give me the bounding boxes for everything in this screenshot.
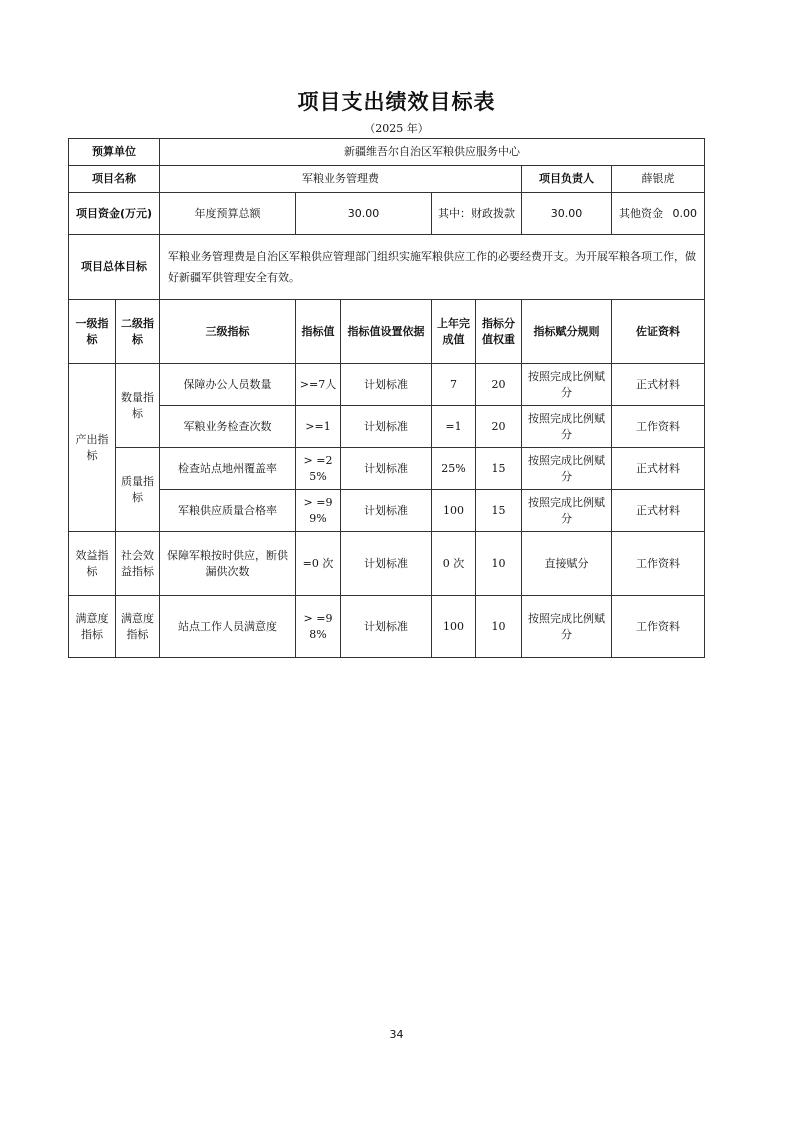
- budget-unit-value: 新疆维吾尔自治区军粮供应服务中心: [160, 139, 705, 166]
- level1-benefit: 效益指标: [69, 532, 116, 596]
- rule-cell: 直接赋分: [522, 532, 612, 596]
- table-row: [69, 406, 705, 448]
- value-cell: =0 次: [296, 532, 341, 596]
- header-level2: 二级指标: [116, 300, 160, 364]
- header-level3: 三级指标: [160, 300, 296, 364]
- rule-cell: 按照完成比例赋分: [522, 490, 612, 532]
- last-year-cell: 100: [432, 490, 476, 532]
- project-name-row: [69, 166, 705, 193]
- level2-quantity: 数量指标: [116, 364, 160, 448]
- annual-budget-value: 30.00: [296, 193, 432, 235]
- basis-cell: 计划标准: [341, 406, 432, 448]
- evidence-cell: 正式材料: [612, 490, 705, 532]
- budget-unit-row: [69, 139, 705, 166]
- rule-cell: 按照完成比例赋分: [522, 448, 612, 490]
- header-evidence: 佐证资料: [612, 300, 705, 364]
- year-label: （2025 年）: [364, 122, 429, 135]
- other-funds-label: 其他资金: [619, 206, 663, 220]
- rule-cell: 按照完成比例赋分: [522, 596, 612, 658]
- page-title: 项目支出绩效目标表: [297, 90, 496, 114]
- fiscal-value: 30.00: [522, 193, 612, 235]
- last-year-cell: 0 次: [432, 532, 476, 596]
- page-number: 34: [389, 1028, 404, 1041]
- table-row: [69, 490, 705, 532]
- table-row: [69, 596, 705, 658]
- indicator-cell: 保障办公人员数量: [160, 364, 296, 406]
- header-level1: 一级指标: [69, 300, 116, 364]
- table-row: [69, 448, 705, 490]
- weight-cell: 10: [476, 596, 522, 658]
- indicator-cell: 保障军粮按时供应，断供漏供次数: [160, 532, 296, 596]
- last-year-cell: 25%: [432, 448, 476, 490]
- last-year-cell: 100: [432, 596, 476, 658]
- indicator-cell: 军粮业务检查次数: [160, 406, 296, 448]
- evidence-cell: 工作资料: [612, 532, 705, 596]
- indicator-cell: 站点工作人员满意度: [160, 596, 296, 658]
- indicator-cell: 军粮供应质量合格率: [160, 490, 296, 532]
- header-rule: 指标赋分规则: [522, 300, 612, 364]
- level2-satisfaction: 满意度指标: [116, 596, 160, 658]
- level1-satisfaction: 满意度指标: [69, 596, 116, 658]
- header-value: 指标值: [296, 300, 341, 364]
- weight-cell: 20: [476, 406, 522, 448]
- basis-cell: 计划标准: [341, 532, 432, 596]
- basis-cell: 计划标准: [341, 448, 432, 490]
- value-cell: >=7人: [296, 364, 341, 406]
- basis-cell: 计划标准: [341, 490, 432, 532]
- funds-row: [69, 193, 705, 235]
- goal-label: 项目总体目标: [69, 235, 160, 300]
- project-owner-label: 项目负责人: [522, 166, 612, 193]
- goal-text: 军粮业务管理费是自治区军粮供应管理部门组织实施军粮供应工作的必要经费开支。为开展军粮各项工作，做好新疆军供管理安全有效。: [160, 235, 705, 300]
- evidence-cell: 工作资料: [612, 406, 705, 448]
- indicator-header-row: [69, 300, 705, 364]
- weight-cell: 15: [476, 448, 522, 490]
- rule-cell: 按照完成比例赋分: [522, 406, 612, 448]
- weight-cell: 20: [476, 364, 522, 406]
- last-year-cell: 7: [432, 364, 476, 406]
- weight-cell: 15: [476, 490, 522, 532]
- other-funds-cell: [612, 193, 705, 235]
- table-row: [69, 364, 705, 406]
- basis-cell: 计划标准: [341, 596, 432, 658]
- weight-cell: 10: [476, 532, 522, 596]
- other-funds-value: 0.00: [672, 206, 698, 220]
- evidence-cell: 正式材料: [612, 448, 705, 490]
- header-weight: 指标分值权重: [476, 300, 522, 364]
- value-cell: > =98%: [296, 596, 341, 658]
- fiscal-label: 其中：财政拨款: [432, 193, 522, 235]
- last-year-cell: =1: [432, 406, 476, 448]
- table-row: [69, 532, 705, 596]
- level2-quality: 质量指标: [116, 448, 160, 532]
- indicator-cell: 检查站点地州覆盖率: [160, 448, 296, 490]
- performance-target-table: [68, 138, 705, 658]
- rule-cell: 按照完成比例赋分: [522, 364, 612, 406]
- annual-budget-label: 年度预算总额: [160, 193, 296, 235]
- project-owner-value: 薛银虎: [612, 166, 705, 193]
- value-cell: > =25%: [296, 448, 341, 490]
- budget-unit-label: 预算单位: [69, 139, 160, 166]
- evidence-cell: 正式材料: [612, 364, 705, 406]
- project-name-value: 军粮业务管理费: [160, 166, 522, 193]
- header-basis: 指标值设置依据: [341, 300, 432, 364]
- level1-output: 产出指标: [69, 364, 116, 532]
- value-cell: > =99%: [296, 490, 341, 532]
- basis-cell: 计划标准: [341, 364, 432, 406]
- level2-social-benefit: 社会效益指标: [116, 532, 160, 596]
- evidence-cell: 工作资料: [612, 596, 705, 658]
- project-name-label: 项目名称: [69, 166, 160, 193]
- goal-row: [69, 235, 705, 300]
- funds-label: 项目资金(万元): [69, 193, 160, 235]
- header-last-year: 上年完成值: [432, 300, 476, 364]
- value-cell: >=1: [296, 406, 341, 448]
